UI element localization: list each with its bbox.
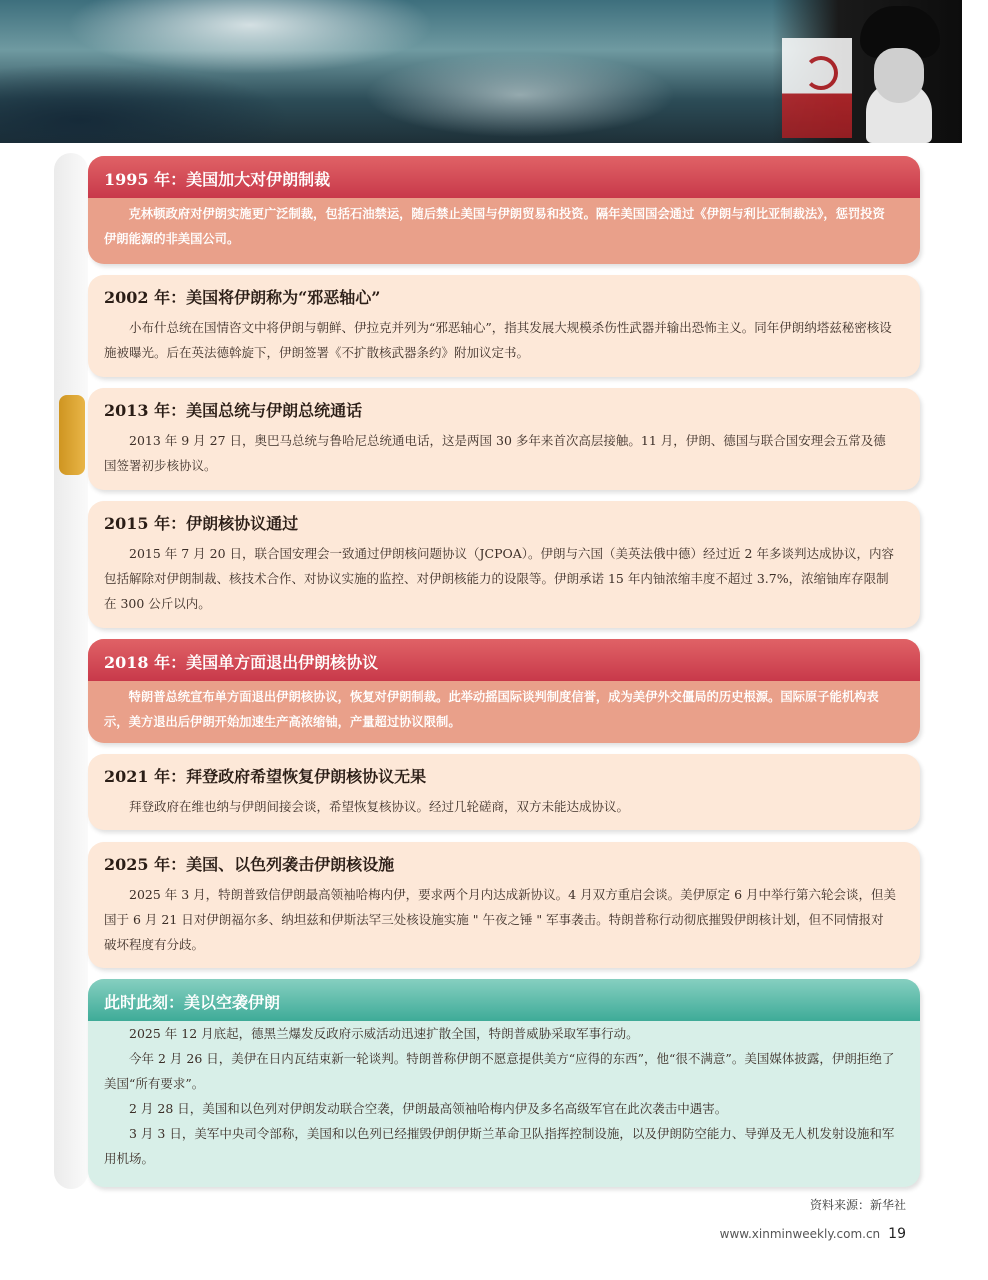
page-footer — [720, 1226, 906, 1242]
timeline-entry-2013 — [88, 388, 920, 490]
entry-body — [104, 541, 896, 616]
entry-paragraph: 克林顿政府对伊朗实施更广泛制裁，包括石油禁运，随后禁止美国与伊朗贸易和投资。隔年美国国会通过《伊朗与利比亚制裁法》，惩罚投资伊朗能源的非美国公司。 — [104, 207, 885, 246]
entry-title: 2021 年：拜登政府希望恢复伊朗核协议无果 — [104, 767, 427, 786]
entry-title: 2002 年：美国将伊朗称为“邪恶轴心” — [104, 288, 381, 307]
entry-body — [104, 882, 896, 957]
timeline-rail — [54, 153, 88, 1189]
entry-title: 1995 年：美国加大对伊朗制裁 — [104, 170, 331, 189]
entry-body — [104, 202, 896, 252]
source-credit: 资料来源：新华社 — [809, 1198, 906, 1212]
entry-paragraph: 今年 2 月 26 日，美伊在日内瓦结束新一轮谈判。特朗普称伊朗不愿意提供美方“应得的东西”，他“很不满意”。美国媒体披露，伊朗拒绝了美国“所有要求”。 — [104, 1051, 895, 1091]
timeline-entry-2018 — [88, 639, 920, 743]
entry-paragraph: 特朗普总统宣布单方面退出伊朗核协议，恢复对伊朗制裁。此举动摇国际谈判制度信誉，成为美伊外交僵局的历史根源。国际原子能机构表示，美方退出后伊朗开始加速生产高浓缩铀，产量超过协议限制。 — [104, 690, 879, 729]
entry-paragraph: 小布什总统在国情咨文中将伊朗与朝鲜、伊拉克并列为“邪恶轴心”，指其发展大规模杀伤性武器并输出恐怖主义。同年伊朗纳塔兹秘密核设施被曝光。后在英法德斡旋下，伊朗签署《不扩散核武器条约》附加议定书。 — [104, 320, 892, 360]
entry-paragraph: 3 月 3 日，美军中央司令部称，美国和以色列已经摧毁伊朗伊斯兰革命卫队指挥控制设施，以及伊朗防空能力、导弹及无人机发射设施和军用机场。 — [104, 1126, 895, 1166]
entry-title: 2013 年：美国总统与伊朗总统通话 — [104, 401, 363, 420]
timeline-entry-2002 — [88, 275, 920, 377]
entry-body — [104, 794, 896, 819]
entry-body — [104, 1021, 896, 1171]
entry-paragraph: 2015 年 7 月 20 日，联合国安理会一致通过伊朗核问题协议（JCPOA）。伊朗与六国（美英法俄中德）经过近 2 年多谈判达成协议，内容包括解除对伊朗制裁、核技术合作、对协议实施的监控、对伊朗核能力的设限等。伊朗承诺 15 年内铀浓缩丰度不超过 3.7%，浓缩铀库存限制在 300 公斤以内。 — [104, 546, 894, 611]
side-tab-marker — [59, 395, 85, 475]
entry-body — [104, 315, 896, 365]
entry-title: 此时此刻：美以空袭伊朗 — [104, 993, 281, 1012]
entry-paragraph: 2013 年 9 月 27 日，奥巴马总统与鲁哈尼总统通电话，这是两国 30 多年来首次高层接触。11 月，伊朗、德国与联合国安理会五常及德国签署初步核协议。 — [104, 433, 886, 473]
page-number: 19 — [888, 1226, 906, 1242]
entry-paragraph: 2025 年 12 月底起，德黑兰爆发反政府示威活动迅速扩散全国，特朗普威胁采取军事行动。 — [129, 1026, 639, 1041]
website-url[interactable]: www.xinminweekly.com.cn — [719, 1227, 881, 1241]
banner-edge — [962, 0, 988, 143]
timeline-entry-2015 — [88, 501, 920, 628]
entry-paragraph: 2 月 28 日，美国和以色列对伊朗发动联合空袭，伊朗最高领袖哈梅内伊及多名高级军官在此次袭击中遇害。 — [129, 1101, 728, 1116]
face-shape — [874, 48, 924, 103]
entry-title: 2018 年：美国单方面退出伊朗核协议 — [104, 653, 379, 672]
timeline-entry-1995 — [88, 156, 920, 264]
timeline-entry-now — [88, 979, 920, 1187]
entry-body — [104, 428, 896, 478]
timeline-entry-2021 — [88, 754, 920, 830]
entry-body — [104, 685, 896, 735]
entry-paragraph: 拜登政府在维也纳与伊朗间接会谈，希望恢复核协议。经过几轮磋商，双方未能达成协议。 — [129, 799, 630, 814]
iran-flag-graphic — [782, 38, 852, 138]
timeline-entry-2025 — [88, 842, 920, 968]
portrait-photo — [772, 0, 962, 143]
entry-paragraph: 2025 年 3 月，特朗普致信伊朗最高领袖哈梅内伊，要求两个月内达成新协议。4 月双方重启会谈。美伊原定 6 月中举行第六轮会谈，但美国于 6 月 21 日对伊朗福尔多、纳坦兹和伊斯法罕三处核设施实施 " 午夜之锤 " 军事袭击。特朗普称行动彻底摧毁伊朗核计划，但不同情报对破坏程度有分歧。 — [104, 887, 897, 952]
entry-title: 2025 年：美国、以色列袭击伊朗核设施 — [104, 855, 395, 874]
header-banner-image — [0, 0, 988, 143]
entry-title: 2015 年：伊朗核协议通过 — [104, 514, 299, 533]
